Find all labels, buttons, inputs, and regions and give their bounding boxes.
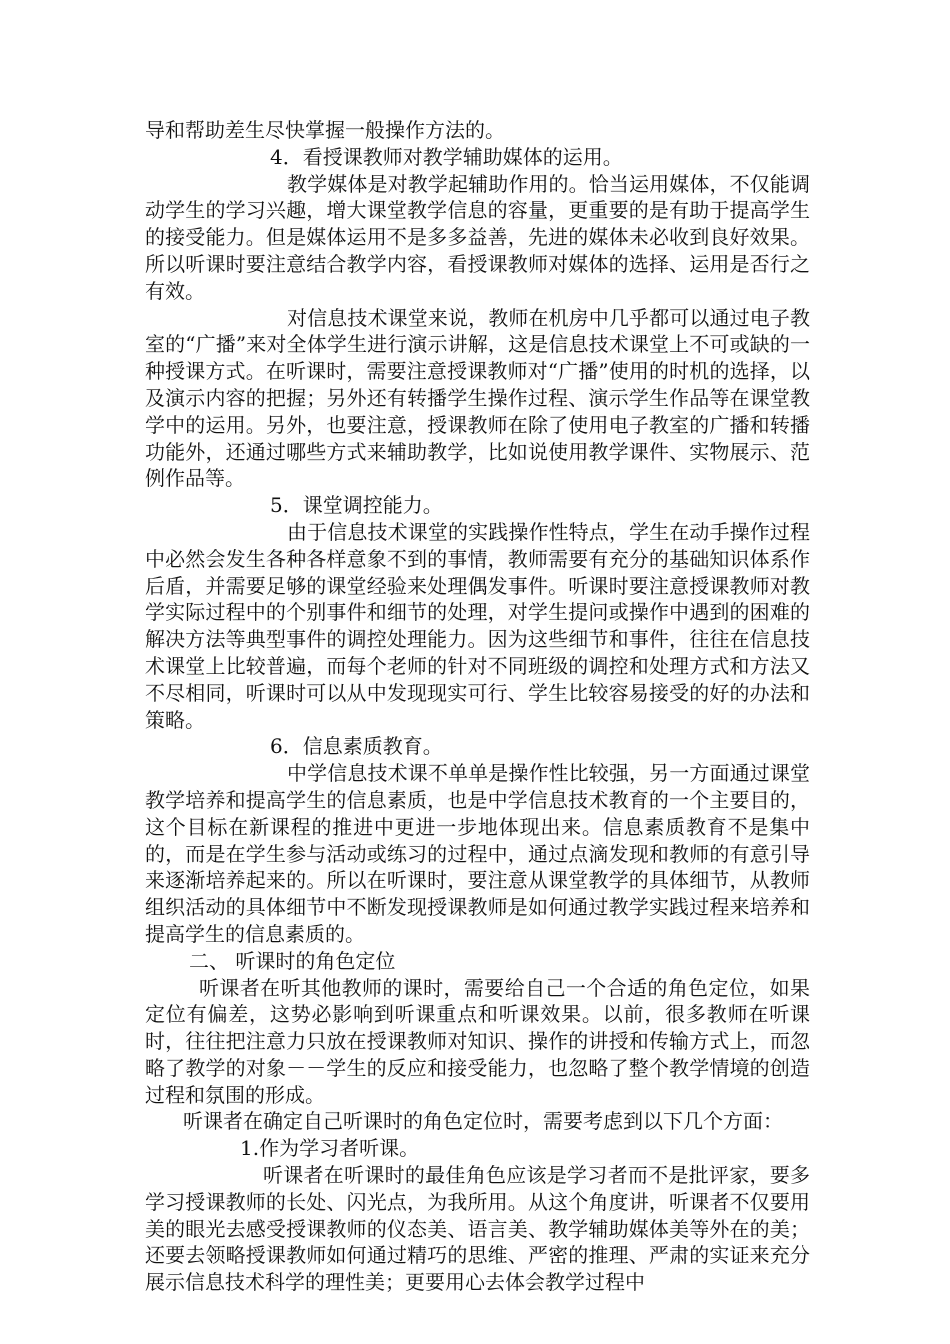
paragraph-role-positioning: 听课者在听其他教师的课时，需要给自己一个合适的角色定位，如果定位有偏差，这势必影响到听课重点和听课效果。以前，很多教师在听课时，往往把注意力只放在授课教师对知识、操作的讲授和传输方式上，而忽略了教学的对象－－学生的反应和接受能力，也忽略了整个教学情境的创造过程和氛围的形成。 xyxy=(145,975,810,1107)
paragraph-information-literacy: 中学信息技术课不单单是操作性比较强，另一方面通过课堂教学培养和提高学生的信息素质，也是中学信息技术教育的一个主要目的，这个目标在新课程的推进中更进一步地体现出来。信息素质教育不是集中的，而是在学生参与活动或练习的过程中，通过点滴发现和教师的有意引导来逐渐培养起来的。所以在听课时，要注意从课堂教学的具体细节，从教师组织活动的具体细节中不断发现授课教师是如何通过教学实践过程来培养和提高学生的信息素质的。 xyxy=(145,761,810,946)
paragraph-learner-role: 听课者在听课时的最佳角色应该是学习者而不是批评家，要多学习授课教师的长处、闪光点，为我所用。从这个角度讲，听课者不仅要用美的眼光去感受授课教师的仪态美、语言美、教学辅助媒体美等外在的美；还要去领略授课教师如何通过精巧的思维、严密的推理、严肃的实证来充分展示信息技术科学的理性美；更要用心去体会教学过程中 xyxy=(145,1163,810,1295)
paragraph-media-2: 对信息技术课堂来说，教师在机房中几乎都可以通过电子教室的“广播”来对全体学生进行演示讲解，这是信息技术课堂上不可或缺的一种授课方式。在听课时，需要注意授课教师对“广播”使用的时机的选择，以及演示内容的把握；另外还有转播学生操作过程、演示学生作品等在课堂教学中的运用。另外，也要注意，授课教师在除了使用电子教室的广播和转播功能外，还通过哪些方式来辅助教学，比如说使用教学课件、实物展示、范例作品等。 xyxy=(145,305,810,491)
paragraph-continuation: 导和帮助差生尽快掌握一般操作方法的。 xyxy=(145,118,505,142)
section-heading-6: 6．信息素质教育。 xyxy=(270,734,443,759)
paragraph-media-1: 教学媒体是对教学起辅助作用的。恰当运用媒体，不仅能调动学生的学习兴趣，增大课堂教学信息的容量，更重要的是有助于提高学生的接受能力。但是媒体运用不是多多益善，先进的媒体未必收到良好效果。所以听课时要注意结合教学内容，看授课教师对媒体的选择、运用是否行之有效。 xyxy=(145,171,810,303)
paragraph-role-aspects: 听课者在确定自己听课时的角色定位时，需要考虑到以下几个方面： xyxy=(183,1109,783,1134)
subsection-heading-1: 1.作为学习者听课。 xyxy=(240,1136,420,1161)
section-heading-4: 4．看授课教师对教学辅助媒体的运用。 xyxy=(270,144,623,169)
document-body xyxy=(145,117,810,1296)
chapter-heading-2: 二、 听课时的角色定位 xyxy=(189,948,396,973)
paragraph-classroom-control: 由于信息技术课堂的实践操作性特点，学生在动手操作过程中必然会发生各种各样意象不到的事情，教师需要有充分的基础知识体系作后盾，并需要足够的课堂经验来处理偶发事件。听课时要注意授课教师对教学实际过程中的个别事件和细节的处理，对学生提问或操作中遇到的困难的解决方法等典型事件的调控处理能力。因为这些细节和事件，往往在信息技术课堂上比较普遍，而每个老师的针对不同班级的调控和处理方式和方法又不尽相同，听课时可以从中发现现实可行、学生比较容易接受的好的办法和策略。 xyxy=(145,519,810,732)
section-heading-5: 5．课堂调控能力。 xyxy=(270,493,443,518)
